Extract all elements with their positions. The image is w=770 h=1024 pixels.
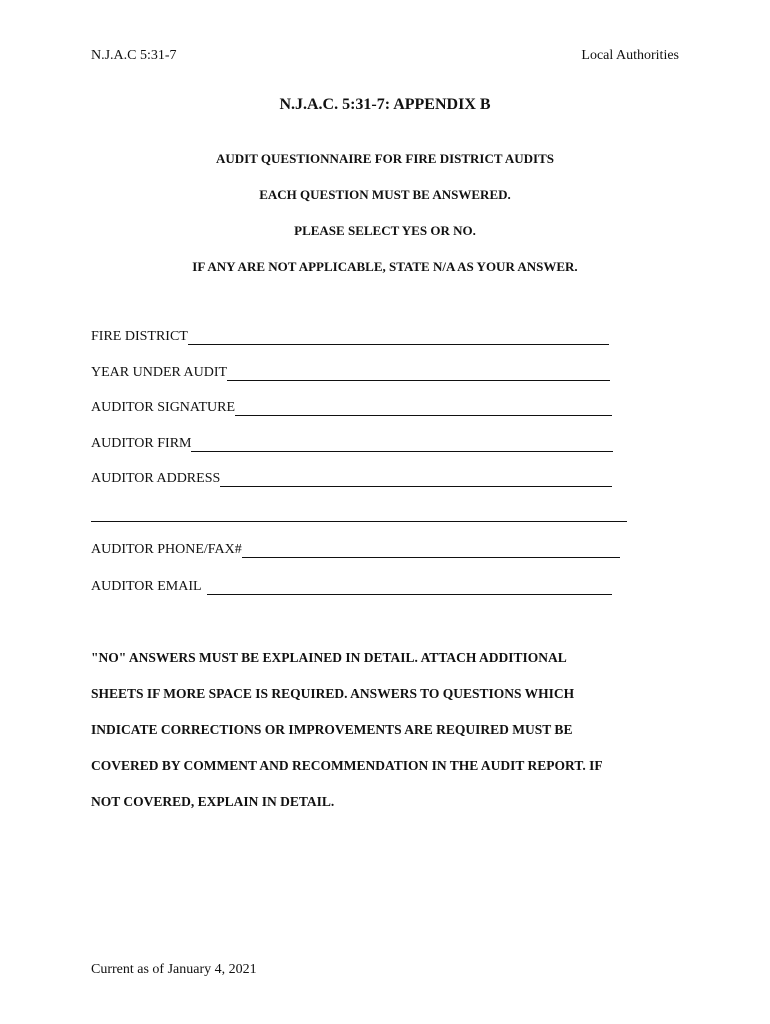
header-section: Local Authorities — [581, 48, 679, 63]
year-under-audit-field[interactable] — [91, 365, 610, 381]
fire-district-label: FIRE DISTRICT — [91, 329, 188, 344]
header-citation: N.J.A.C 5:31-7 — [91, 48, 177, 63]
auditor-firm-input-line[interactable] — [191, 437, 613, 452]
auditor-email-label: AUDITOR EMAIL — [91, 579, 202, 594]
fire-district-input-line[interactable] — [188, 330, 609, 345]
auditor-firm-label: AUDITOR FIRM — [91, 436, 192, 451]
auditor-phone-fax-label: AUDITOR PHONE/FAX# — [91, 542, 242, 557]
notice-line: INDICATE CORRECTIONS OR IMPROVEMENTS ARE REQUIRED MUST BE — [91, 722, 573, 737]
auditor-signature-label: AUDITOR SIGNATURE — [91, 400, 236, 415]
year-under-audit-label: YEAR UNDER AUDIT — [91, 365, 228, 380]
instruction-line: AUDIT QUESTIONNAIRE FOR FIRE DISTRICT AUDITS — [216, 151, 554, 166]
auditor-phone-fax-input-line[interactable] — [242, 543, 620, 558]
year-under-audit-input-line[interactable] — [227, 366, 610, 381]
auditor-address-label: AUDITOR ADDRESS — [91, 471, 221, 486]
notice-line: SHEETS IF MORE SPACE IS REQUIRED. ANSWERS TO QUESTIONS WHICH — [91, 686, 575, 701]
page-title: N.J.A.C. 5:31-7: APPENDIX B — [279, 96, 491, 113]
auditor-firm-field[interactable] — [91, 436, 613, 452]
auditor-email-field[interactable] — [91, 579, 612, 595]
auditor-address-input-line[interactable] — [220, 472, 612, 487]
notice-line: COVERED BY COMMENT AND RECOMMENDATION IN THE AUDIT REPORT. IF — [91, 758, 603, 773]
auditor-phone-fax-field[interactable] — [91, 542, 620, 558]
auditor-email-input-line[interactable] — [207, 580, 612, 595]
auditor-signature-field[interactable] — [91, 400, 612, 416]
auditor-address-continuation-line[interactable] — [91, 521, 627, 522]
instruction-line: EACH QUESTION MUST BE ANSWERED. — [259, 187, 511, 202]
auditor-address-field[interactable] — [91, 471, 612, 487]
notice-line: "NO" ANSWERS MUST BE EXPLAINED IN DETAIL. ATTACH ADDITIONAL — [91, 650, 567, 665]
footer-date: Current as of January 4, 2021 — [91, 962, 257, 977]
instruction-line: IF ANY ARE NOT APPLICABLE, STATE N/A AS YOUR ANSWER. — [192, 259, 578, 274]
auditor-signature-input-line[interactable] — [235, 401, 612, 416]
notice-line: NOT COVERED, EXPLAIN IN DETAIL. — [91, 794, 335, 809]
instruction-line: PLEASE SELECT YES OR NO. — [294, 223, 476, 238]
fire-district-field[interactable] — [91, 329, 609, 345]
